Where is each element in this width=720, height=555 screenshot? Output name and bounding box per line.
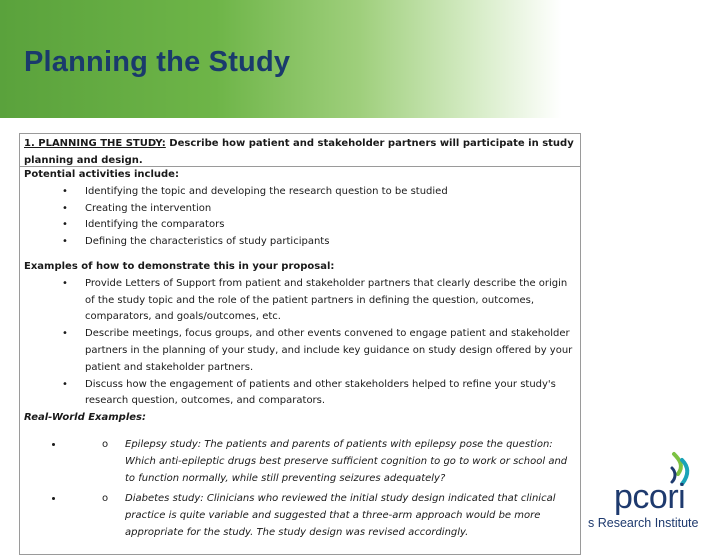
sub-bullet-icon: • o <box>102 438 109 450</box>
sub-bullet-icon: • o <box>102 493 109 505</box>
real-world-list <box>24 437 576 542</box>
real-world-title: Real-World Examples: <box>24 412 146 424</box>
bullet-icon: • <box>62 378 68 390</box>
list-item: • Defining the characteristics of study participants <box>24 234 576 251</box>
bullet-icon: • <box>62 185 68 197</box>
list-item: • Identifying the comparators <box>24 217 576 234</box>
activities-list <box>24 184 576 251</box>
activities-title: Potential activities include: <box>24 169 179 180</box>
bullet-icon: • <box>62 219 68 231</box>
section-label: 1. PLANNING THE STUDY: <box>24 138 166 149</box>
list-item: • Provide Letters of Support from patient and stakeholder partners that clearly describe the origin of the study topic and the role of the patient partners in defining the question, outcomes, comparators, and goals/outcomes, etc. <box>62 277 568 323</box>
bullet-icon: • <box>62 202 68 214</box>
examples-list <box>24 276 576 410</box>
pcori-logo <box>586 450 720 540</box>
bullet-icon: • <box>62 277 68 289</box>
list-item: • Describe meetings, focus groups, and other events convened to engage patient and stakeholder partners in the planning of your study, and include key guidance on study design offered by your patient and stakeholder partners. <box>62 328 573 373</box>
slide-title: Planning the Study <box>24 46 291 78</box>
bullet-icon: • <box>62 328 68 340</box>
examples-title: Examples of how to demonstrate this in your proposal: <box>24 260 335 272</box>
document-excerpt <box>19 133 581 555</box>
list-item: • o Diabetes study: Clinicians who reviewed the initial study design indicated that clinical practice is quite variable and suggested that a three-arm approach would be more appropriate for the study. The study design was revised accordingly. <box>64 491 576 541</box>
logo-subtitle: s Research Institute <box>588 516 699 530</box>
section-heading <box>20 134 580 167</box>
list-item: • o Epilepsy study: The patients and parents of patients with epilepsy pose the question: Which anti-epileptic drugs best preserve sufficient cognition to go to work or school and to function normally, while still preventing seizures adequately? <box>64 437 576 487</box>
list-item: • Creating the intervention <box>24 201 576 218</box>
list-item: • Identifying the topic and developing the research question to be studied <box>24 184 576 201</box>
list-item: • Discuss how the engagement of patients and other stakeholders helped to refine your study's research question, outcomes, and comparators. <box>62 378 556 407</box>
bullet-icon: • <box>62 236 68 248</box>
logo-word: pcori <box>614 478 686 516</box>
document-body <box>20 167 580 542</box>
section-description: Describe how patient and stakeholder partners will participate in study planning and design. <box>24 138 574 166</box>
